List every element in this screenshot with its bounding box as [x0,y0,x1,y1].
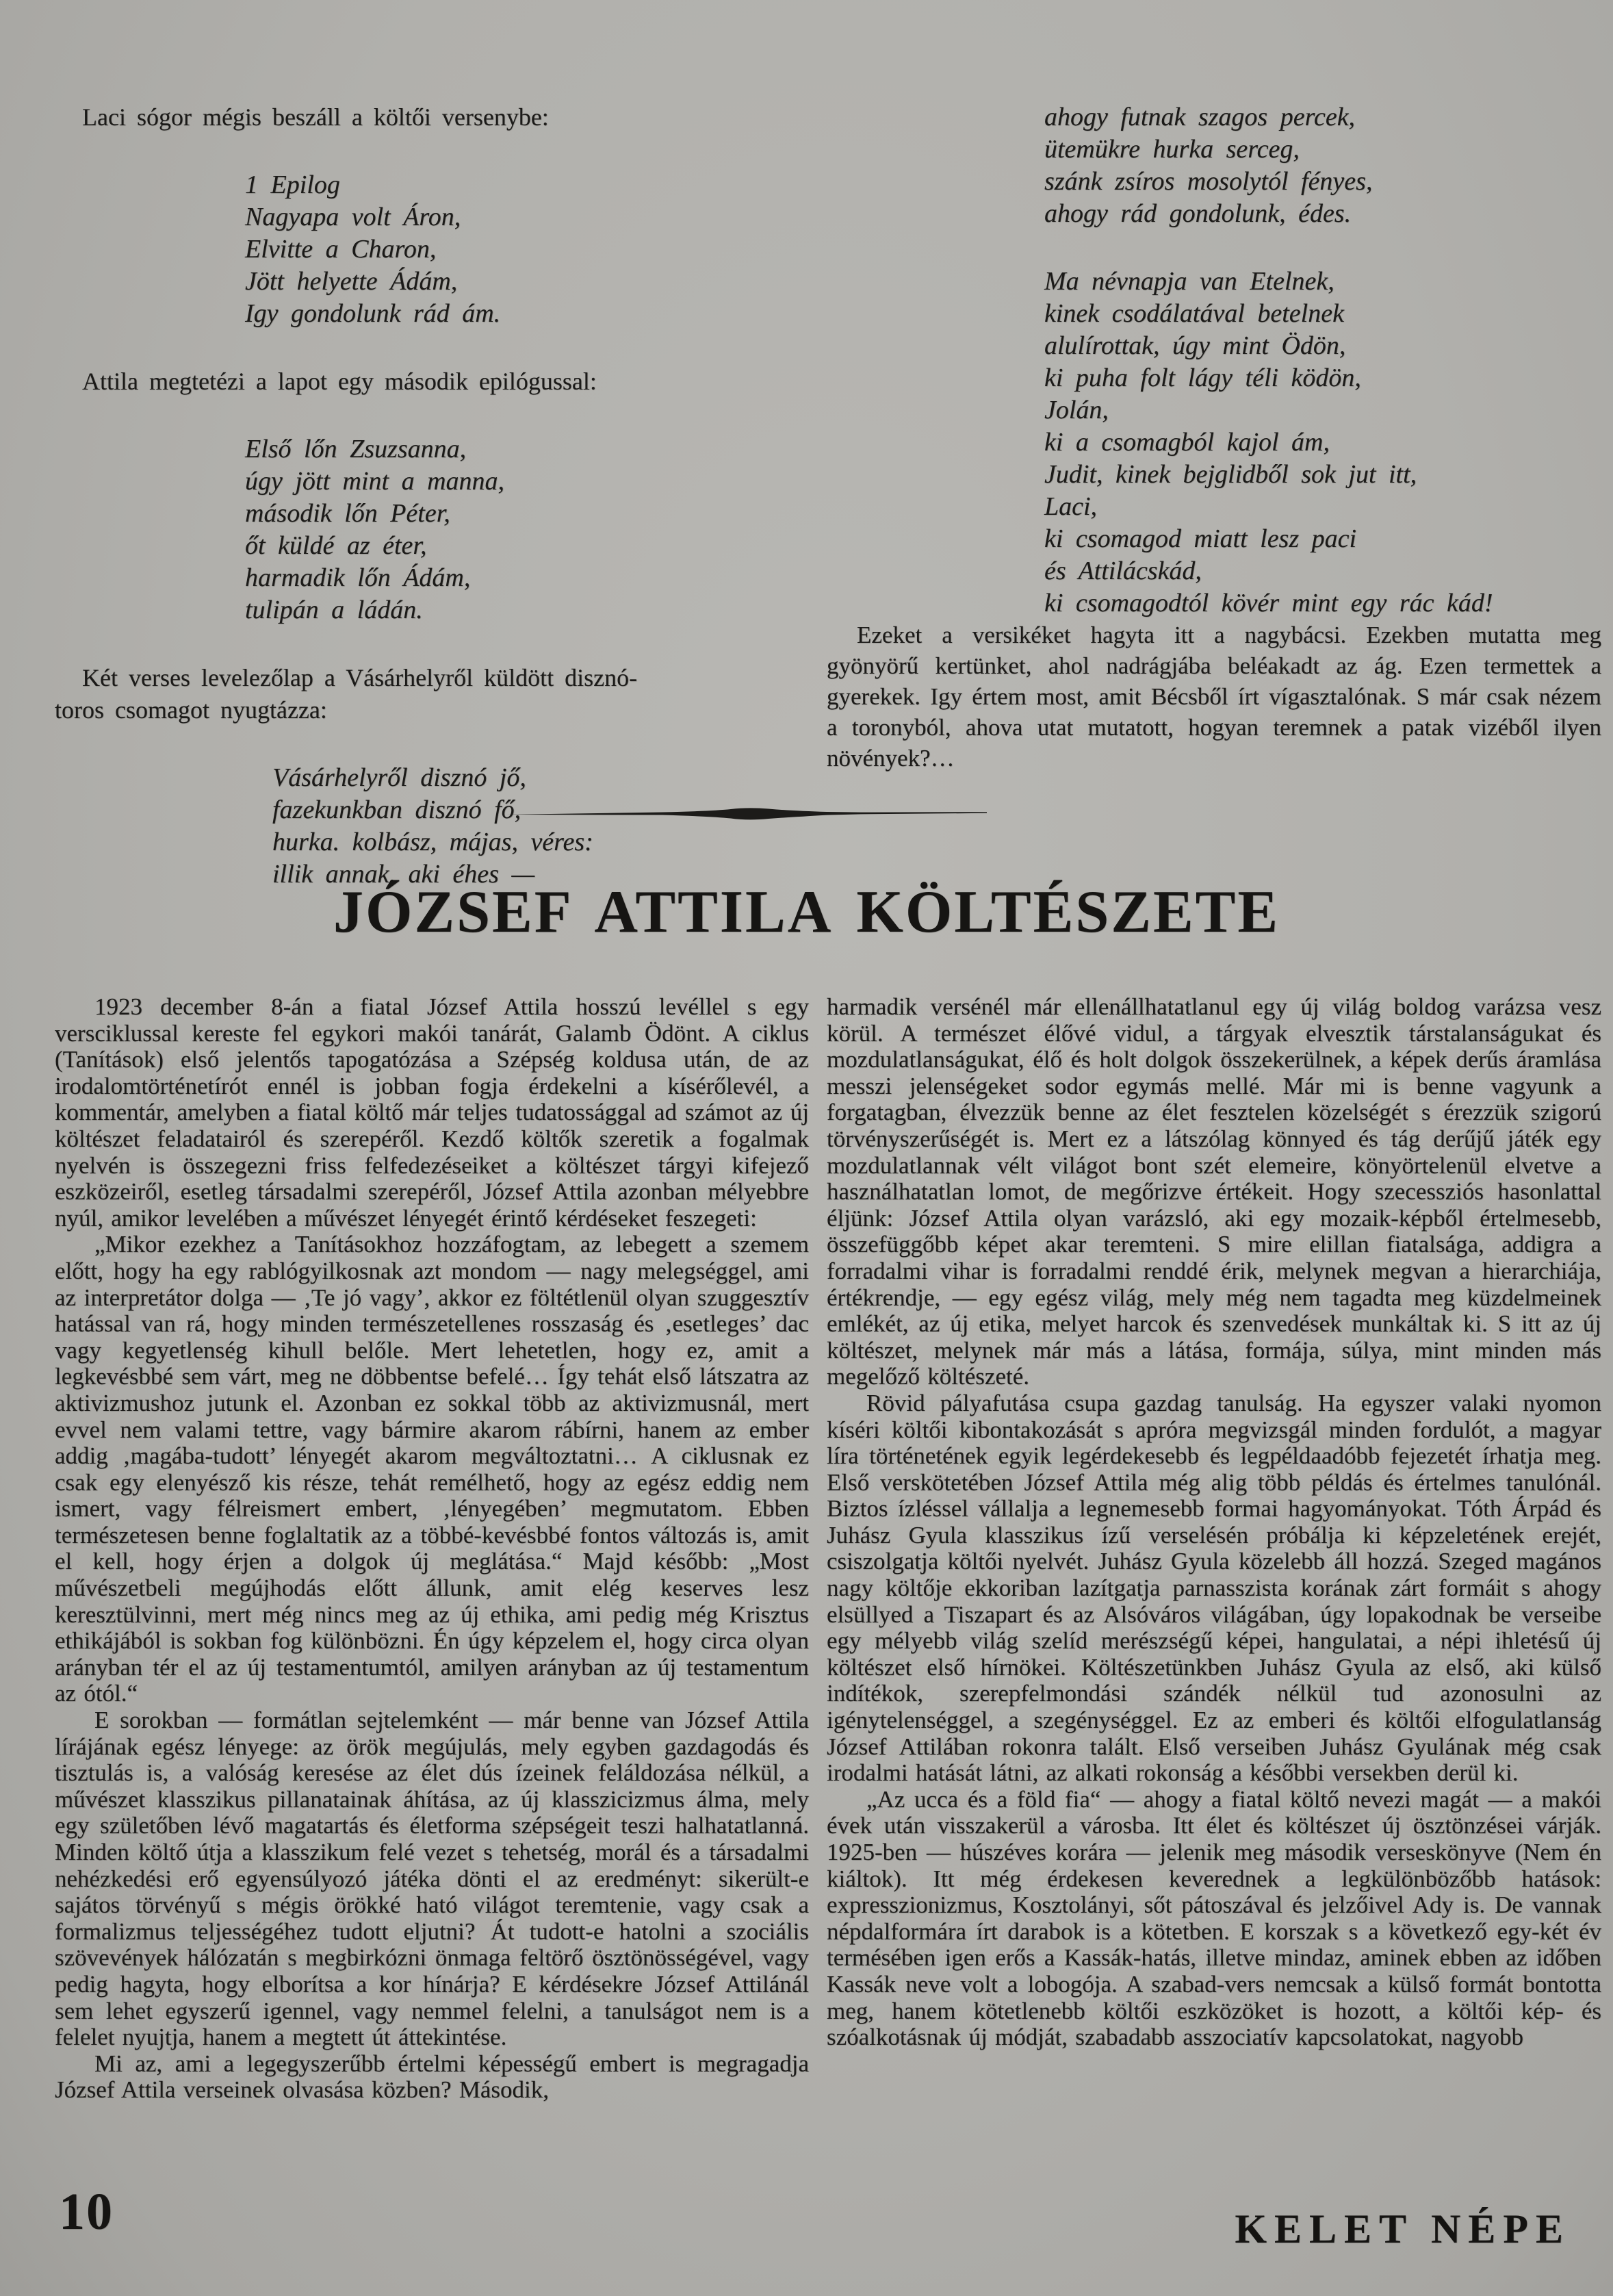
article-paragraph: Rövid pályafutása csupa gazdag tanulság. Ha egyszer valaki nyomon kíséri költői kibontakozását s apróra megvizsgál minden fordulót, a magyar líra történetének egyik legérdekesebb és legpéldaadóbb fejezetét írhatja meg. Első verskötetében József Attila még alig több példás és értelmes tanulónál. Biztos ízléssel vállalja a legnemesebb formai hagyományokat. Tóth Árpád és Juhász Gyula klasszikus ízű verselésén próbálja ki képzeletének erejét, csiszolgatja költői nyelvét. Juhász Gyula közelebb áll hozzá. Szeged magános nagy költője ekkoriban lazítgatja parnasszista korának zárt formáit s ahogy elsüllyed a Tiszapart és az Alsóváros világában, úgy lopakodnak be verseibe egy mélyebb világ szelíd merészségű képei, hangulatai, a népi ihletésű új költészet első hírnökei. Költészetünkben Juhász Gyula az első, aki külső indítékok, szerepfelmondási szándék nélkül tud azonosulni az igénytelenséggel, a szegénységgel. Ez az emberi és költői elfogulatlanság József Attilában rokonra talált. Első verseiben Juhász Gyulának még csak irodalmi hatását látni, az alkati rokonság a későbbi versekben derül ki. [827,1389,1601,1787]
article-paragraph: „Az ucca és a föld fia“ — ahogy a fiatal költő nevezi magát — a makói évek után visszakerül a városba. Itt élet és költészet új ösztönzései várják. 1925-ben — húszéves korára — jelenik meg második verseskönyve (Nem én kiáltok). Itt még érdekesen keverednek a legkülönbözőbb hatások: expresszionizmus, Kosztolányi, sőt pátoszával és jelzőivel Ady is. De vannak népdalformára írt darabok is a kötetben. E korszak s a következő egy-két év termésében igen erős a Kassák-hatás, illetve mindaz, aminek ebben az időben Kassák neve volt a lobogója. A szabad-vers nemcsak a külső formát bontotta meg, hanem kötetlenebb költői eszközöket is hozott, a költői kép- és szóalkotásnak új módját, szabadabb asszociatív kapcsolatokat, nagyobb [827,1785,1601,2051]
poem-line: ki puha folt lágy téli ködön, [1044,363,1361,392]
uncle-verses-prose: Ezeket a versikéket hagyta itt a nagybácsi. Ezekben mutatta meg gyönyörű kertünket, ahol nadrágjába beléakadt az ág. Ezen termettek a gyerekek. Igy értem most, amit Bécsből írt vígasztalónak. S már csak nézem a toronyból, ahova utat mutatott, hogyan teremnek a patak vizéből ilyen növények?… [827,622,1601,771]
poem-sizzle [1044,101,1601,230]
poem-line: ahogy rád gondolunk, édes. [1044,199,1352,228]
poem-line: Jolán, [1044,396,1109,424]
magazine-brand: KELET NÉPE [1235,2206,1571,2252]
poem-line: illik annak, aki éhes — [272,860,535,889]
page-number: 10 [59,2183,114,2241]
poem-nameday [1044,266,1601,620]
poem-postcard [272,762,804,891]
poem-line: Laci, [1044,492,1098,521]
poem-line: Nagyapa volt Áron, [245,203,461,231]
poem-line: ahogy futnak szagos percek, [1044,103,1356,131]
poem-line: Ma névnapja van Etelnek, [1044,267,1334,296]
poem-line: kinek csodálatával betelnek [1044,299,1344,328]
poem-line: fazekunkban disznó fő, [272,795,521,824]
article-paragraph: E sorokban — formátlan sejtelemként — már benne van József Attila lírájának egész lényege: az örök megújulás, mely egyben gazdagodás és tisztulás is, a valóság keresése az élet dús ízeinek feláldozása nélkül, a művészet klasszikus pillanatainak áhítása, az új klasszicizmus álma, mely egy születőben lévő magatartás és életforma szépségeit teszi halhatatlanná. Minden költő útja a klasszikum felé vezet s tehetség, morál és a társadalmi nehézkedési erő egyensúlyozó játéka dönti el az eredményt: sikerült-e sajátos törvényű s mégis örökké ható világot teremtenie, vagy csak a formalizmus teljességéhez tudott eljutni? Át tudott-e hatolni a szociális szövevények hálózatán s megbirkózni önmaga feltörő ösztönösségével, vagy pedig hagyta, hogy elborítsa a kor hínárja? E kérdésekre József Attilánál sem lehet egyszerű igennel, vagy nemmel felelni, a tanulságot nem is a felelet nyujtja, hanem a megtett út áttekintése. [55,1707,809,2051]
poem-line: szánk zsíros mosolytól fényes, [1044,167,1373,196]
poem-line: ki csomagod miatt lesz paci [1044,524,1357,553]
poem-line: ki a csomagból kajol ám, [1044,428,1330,457]
poem-line: hurka. kolbász, májas, véres: [272,828,593,856]
intro-line-1: Laci sógor mégis beszáll a költői versenybe: [82,103,549,131]
poem-line: Igy gondolunk rád ám. [245,299,501,328]
article-paragraph: 1923 december 8-án a fiatal József Attila hosszú levéllel s egy versciklussal kereste fel egykori makói tanárát, Galamb Ödönt. A ciklus (Tanítások) első jelentős tapogatózása a Szépség koldusa után, de az irodalomtörténetírót ennél is jobban fogja érdekelni a kísérőlevél, a kommentár, amelyben a fiatal költő már teljes tudatossággal ad számot az új költészet feladatairól és szerepéről. Kezdő költők szeretik a fogalmak nyelvén is összegezni friss felfedezéseiket a költészet tárgyi kifejező eszközeiről, esetleg társadalmi szerepéről, József Attila azonban mélyebbre nyúl, amikor levelében a művészet lényegét érintő kérdéseket feszegeti: [55,993,809,1232]
poem-line: második lőn Péter, [245,499,450,528]
article-paragraph: „Mikor ezekhez a Tanításokhoz hozzáfogtam, az lebegett a szemem előtt, hogy ha egy rablógyilkosnak azt mondom — nagy melegséggel, ami az interpretátor dolga — ‚Te jó vagy’, akkor ez föltétlenül olyan szuggesztív hatással van rá, hogy minden természetellenes rosszaság és ‚esetleges’ dac vagy kegyetlenség kihull belőle. Mert lehetetlen, hogy ez, amit a legkevésbbé sem várt, meg ne döbbentse befelé… Így tehát első látszatra az aktivizmushoz jutunk el. Azonban ez sokkal több az aktivizmusnál, mert evvel nem valami tettre, vagy bármire akarom rábírni, hanem az ember addig ‚magába-tudott’ lényegét akarom megváltoztatni… A ciklusnak ez csak egy elenyésző kis része, tehát remélhető, hogy az egész eddig nem ismert, vagy félreismert embert, ‚lényegében’ megmutatom. Ebben természetesen benne foglaltatik az a többé-kevésbbé fontos változás is, amit el kell, hogy érjen a dolgok új meglátása.“ Majd később: „Most művészetbeli megújhodás előtt állunk, amit elég keserves lesz keresztülvinni, mert még nincs meg az új ethika, ami pedig még Krisztus ethikájából is sokban fog különbözni. Én úgy képzelem el, hogy circa olyan arányban tér el az új testamentumtól, amilyen arányban az új testamentum az ótól.“ [55,1231,809,1707]
article-title: JÓZSEF ATTILA KÖLTÉSZETE [333,879,1280,945]
poem-line: Első lőn Zsuzsanna, [245,435,467,463]
poem-line: harmadik lőn Ádám, [245,563,471,592]
poem-line: alulírottak, úgy mint Ödön, [1044,331,1346,360]
poem-epilog [245,169,804,330]
poem-line: őt küldé az éter, [245,531,427,560]
article-paragraph: Mi az, ami a legegyszerűbb értelmi képességű embert is megragadja József Attila verseinek olvasása közben? Második, [55,2050,809,2104]
poem-line: úgy jött mint a manna, [245,467,505,496]
top-left-column [55,101,804,891]
top-right-column [827,101,1601,774]
poem-line: Vásárhelyről disznó jő, [272,763,526,792]
poem-line: Judit, kinek bejglidből sok jut itt, [1044,460,1417,489]
article-left-column [55,994,809,2104]
poem-line: ütemükre hurka serceg, [1044,135,1300,164]
poem-line: Elvitte a Charon, [245,235,437,264]
poem-line: Jött helyette Ádám, [245,267,458,296]
intro-line-3a: Két verses levelezőlap a Vásárhelyről küldött disznó- [82,664,638,691]
intro-line-3b: toros csomagot nyugtázza: [55,696,327,724]
poem-line: tulipán a ládán. [245,596,423,624]
poem-line: és Attilácskád, [1044,557,1202,585]
article-right-column [827,994,1601,2051]
section-divider-rule [505,806,988,823]
intro-line-2: Attila megtetézi a lapot egy második epilógussal: [82,368,597,395]
article-paragraph: harmadik versénél már ellenállhatatlanul egy új világ boldog varázsa vesz körül. A természet élővé vidul, a tárgyak elvesztik társtalanságukat és mozdulatlanságukat, élő és holt dolgok összekerülnek, a képek derűs áramlása messzi jelenségeket sodor egymás mellé. Már mi is benne vagyunk a forgatagban, élvezzük benne az élet fesztelen közelségét s érezzük szigorú törvényszerűségét is. Mert ez a látszólag könnyed és tág derűjű játék egy mozdulatlannak vélt világot bont szét elemeire, könyörtelenül elvetve a használhatatlan lomot, de megőrizve értékeit. Hogy szecessziós hasonlattal éljünk: József Attila olyan varázsló, aki egy mozaik-képből értelmesebb, összefüggőbb képet akar teremteni. S mire elillan fiatalsága, addigra a forradalmi vihar is forradalmi renddé érik, melynek megvan a hierarchiája, értékrendje, — egy egész világ, mely még nem tagadta meg küzdelmeinek emlékét, az új etika, melyet harcok és szenvedések munkáltak ki. S itt az új költészet, melynek már más a látása, formája, súlya, mint minden más megelőző költészeté. [827,993,1601,1390]
poem-second-epilog [245,433,804,626]
poem-line: 1 Epilog [245,170,340,199]
poem-line: ki csomagodtól kövér mint egy rác kád! [1044,589,1493,617]
tapered-rule-icon [505,806,988,823]
